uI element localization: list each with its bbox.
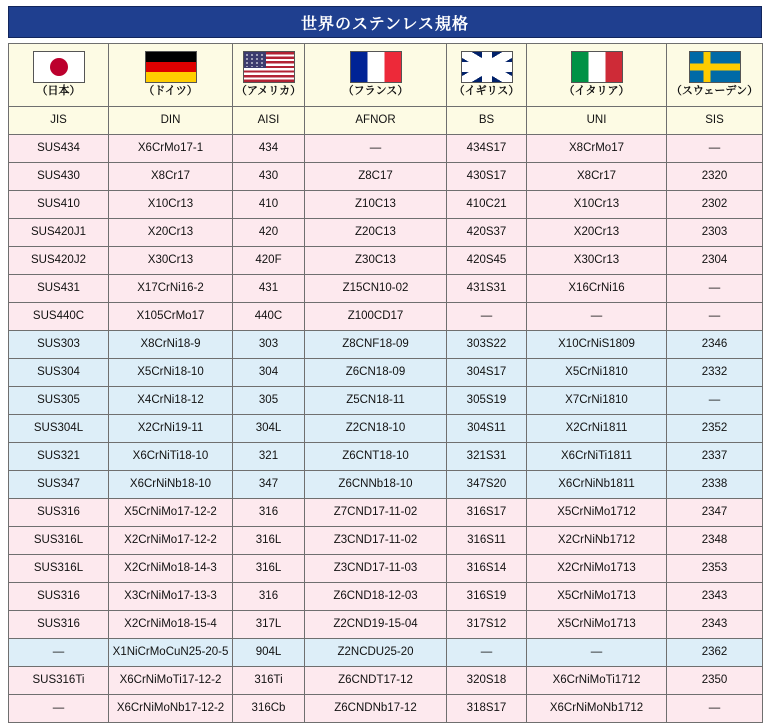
table-cell: 2347 (667, 499, 763, 527)
table-cell: — (447, 639, 527, 667)
table-cell: Z6CND18-12-03 (305, 583, 447, 611)
table-cell: X6CrNiNb1811 (527, 471, 667, 499)
table-cell: — (527, 303, 667, 331)
table-row (9, 583, 763, 611)
table-cell: X105CrMo17 (109, 303, 233, 331)
table-cell: 303 (233, 331, 305, 359)
table-cell: X2CrNiMo17-12-2 (109, 527, 233, 555)
table-row (9, 527, 763, 555)
table-cell: 316L (233, 527, 305, 555)
table-cell: 305 (233, 387, 305, 415)
table-cell: 420F (233, 247, 305, 275)
standard-name-sis: SIS (667, 107, 763, 135)
table-cell: 305S19 (447, 387, 527, 415)
table-cell: SUS305 (9, 387, 109, 415)
table-cell: 303S22 (447, 331, 527, 359)
table-cell: 304S17 (447, 359, 527, 387)
table-cell: — (667, 275, 763, 303)
table-cell: X17CrNi16-2 (109, 275, 233, 303)
table-cell: SUS434 (9, 135, 109, 163)
table-cell: 318S17 (447, 695, 527, 723)
table-row (9, 163, 763, 191)
table-head (9, 44, 763, 135)
table-cell: 321S31 (447, 443, 527, 471)
table-cell: 2362 (667, 639, 763, 667)
column-header-germany (109, 44, 233, 107)
table-cell: X5CrNiMo1713 (527, 611, 667, 639)
table-cell: Z5CN18-11 (305, 387, 447, 415)
table-cell: X16CrNi16 (527, 275, 667, 303)
table-cell: Z2NCDU25-20 (305, 639, 447, 667)
flag-header-row (9, 44, 763, 107)
table-cell: SUS316L (9, 527, 109, 555)
table-row (9, 135, 763, 163)
table-cell: 2338 (667, 471, 763, 499)
table-row (9, 331, 763, 359)
table-cell: X6CrNiTi18-10 (109, 443, 233, 471)
table-cell: 2343 (667, 611, 763, 639)
standards-table (8, 43, 763, 723)
table-cell: X8CrMo17 (527, 135, 667, 163)
table-cell: 316Cb (233, 695, 305, 723)
country-label-italy: （イタリア） (563, 85, 630, 98)
table-row (9, 219, 763, 247)
table-cell: SUS316 (9, 583, 109, 611)
table-cell: Z8C17 (305, 163, 447, 191)
country-label-uk: （イギリス） (453, 85, 520, 98)
table-cell: SUS420J2 (9, 247, 109, 275)
table-cell: Z6CN18-09 (305, 359, 447, 387)
country-label-sweden: （スウェーデン） (670, 85, 759, 98)
table-row (9, 611, 763, 639)
table-cell: X2CrNi19-11 (109, 415, 233, 443)
table-cell: 430S17 (447, 163, 527, 191)
table-row (9, 639, 763, 667)
page-title: 世界のステンレス規格 (8, 6, 762, 38)
table-cell: X8Cr17 (527, 163, 667, 191)
table-cell: X6CrNiTi1811 (527, 443, 667, 471)
table-cell: X10Cr13 (109, 191, 233, 219)
table-cell: X1NiCrMoCuN25-20-5 (109, 639, 233, 667)
table-cell: 304 (233, 359, 305, 387)
table-cell: SUS420J1 (9, 219, 109, 247)
table-cell: — (9, 695, 109, 723)
germany-flag-icon (145, 51, 197, 83)
table-cell: X20Cr13 (109, 219, 233, 247)
table-cell: 431 (233, 275, 305, 303)
table-cell: Z8CNF18-09 (305, 331, 447, 359)
table-cell: X8Cr17 (109, 163, 233, 191)
column-header-uk (447, 44, 527, 107)
country-label-usa: （アメリカ） (235, 85, 302, 98)
table-cell: 304S11 (447, 415, 527, 443)
column-header-japan (9, 44, 109, 107)
table-cell: 440C (233, 303, 305, 331)
table-row (9, 499, 763, 527)
table-cell: 420 (233, 219, 305, 247)
table-cell: 2353 (667, 555, 763, 583)
table-cell: — (447, 303, 527, 331)
table-cell: SUS316Ti (9, 667, 109, 695)
table-cell: SUS316 (9, 499, 109, 527)
table-cell: X6CrMo17-1 (109, 135, 233, 163)
table-row (9, 667, 763, 695)
france-flag-icon (350, 51, 402, 83)
table-cell: 316S17 (447, 499, 527, 527)
table-cell: Z15CN10-02 (305, 275, 447, 303)
table-cell: Z100CD17 (305, 303, 447, 331)
table-cell: SUS431 (9, 275, 109, 303)
table-cell: 316Ti (233, 667, 305, 695)
column-header-france (305, 44, 447, 107)
country-label-france: （フランス） (342, 85, 409, 98)
table-cell: X10Cr13 (527, 191, 667, 219)
table-cell: X5CrNiMo1712 (527, 499, 667, 527)
table-cell: 2332 (667, 359, 763, 387)
column-header-sweden (667, 44, 763, 107)
table-cell: SUS316 (9, 611, 109, 639)
table-cell: X30Cr13 (527, 247, 667, 275)
table-cell: Z2CN18-10 (305, 415, 447, 443)
table-cell: 431S31 (447, 275, 527, 303)
table-cell: X2CrNiMo1713 (527, 555, 667, 583)
table-cell: 2320 (667, 163, 763, 191)
table-row (9, 191, 763, 219)
table-cell: X5CrNiMo17-12-2 (109, 499, 233, 527)
country-label-japan: （日本） (36, 85, 81, 98)
table-cell: 317L (233, 611, 305, 639)
table-cell: 430 (233, 163, 305, 191)
standard-name-jis: JIS (9, 107, 109, 135)
table-row (9, 471, 763, 499)
table-cell: 317S12 (447, 611, 527, 639)
table-row (9, 275, 763, 303)
table-cell: X2CrNiMo18-15-4 (109, 611, 233, 639)
table-cell: Z10C13 (305, 191, 447, 219)
table-cell: 2346 (667, 331, 763, 359)
table-cell: 2303 (667, 219, 763, 247)
table-row (9, 303, 763, 331)
table-cell: X8CrNi18-9 (109, 331, 233, 359)
table-cell: X2CrNi1811 (527, 415, 667, 443)
sweden-flag-icon (689, 51, 741, 83)
standard-name-bs: BS (447, 107, 527, 135)
usa-flag-icon (243, 51, 295, 83)
table-cell: 304L (233, 415, 305, 443)
table-row (9, 695, 763, 723)
table-cell: 316S11 (447, 527, 527, 555)
table-cell: 420S45 (447, 247, 527, 275)
standard-name-aisi: AISI (233, 107, 305, 135)
table-cell: SUS430 (9, 163, 109, 191)
table-cell: 316 (233, 499, 305, 527)
table-cell: 316S14 (447, 555, 527, 583)
table-cell: — (305, 135, 447, 163)
table-row (9, 443, 763, 471)
table-cell: 410C21 (447, 191, 527, 219)
table-cell: 434 (233, 135, 305, 163)
table-cell: 316 (233, 583, 305, 611)
table-cell: Z7CND17-11-02 (305, 499, 447, 527)
uk-flag-icon (461, 51, 513, 83)
standard-name-din: DIN (109, 107, 233, 135)
table-cell: — (667, 695, 763, 723)
table-cell: Z3CND17-11-03 (305, 555, 447, 583)
table-cell: 347S20 (447, 471, 527, 499)
column-header-usa (233, 44, 305, 107)
table-cell: Z6CNDNb17-12 (305, 695, 447, 723)
table-cell: 410 (233, 191, 305, 219)
table-cell: Z20C13 (305, 219, 447, 247)
table-cell: Z3CND17-11-02 (305, 527, 447, 555)
table-cell: 316S19 (447, 583, 527, 611)
table-cell: SUS321 (9, 443, 109, 471)
table-cell: X5CrNiMo1713 (527, 583, 667, 611)
table-cell: X20Cr13 (527, 219, 667, 247)
table-cell: — (667, 135, 763, 163)
table-cell: 316L (233, 555, 305, 583)
table-cell: X6CrNiMoNb17-12-2 (109, 695, 233, 723)
table-cell: 320S18 (447, 667, 527, 695)
italy-flag-icon (571, 51, 623, 83)
table-cell: 2352 (667, 415, 763, 443)
table-cell: SUS440C (9, 303, 109, 331)
table-cell: X3CrNiMo17-13-3 (109, 583, 233, 611)
table-cell: X6CrNiMoTi1712 (527, 667, 667, 695)
table-cell: 2343 (667, 583, 763, 611)
table-cell: 321 (233, 443, 305, 471)
table-cell: X5CrNi18-10 (109, 359, 233, 387)
country-label-germany: （ドイツ） (143, 85, 198, 98)
table-cell: 2304 (667, 247, 763, 275)
table-cell: — (667, 303, 763, 331)
table-cell: Z2CND19-15-04 (305, 611, 447, 639)
table-cell: X30Cr13 (109, 247, 233, 275)
table-cell: 2348 (667, 527, 763, 555)
table-row (9, 247, 763, 275)
table-body (9, 135, 763, 723)
table-cell: X2CrNiNb1712 (527, 527, 667, 555)
japan-flag-icon (33, 51, 85, 83)
standard-name-afnor: AFNOR (305, 107, 447, 135)
table-row (9, 555, 763, 583)
table-row (9, 387, 763, 415)
table-cell: X6CrNiNb18-10 (109, 471, 233, 499)
table-cell: 2337 (667, 443, 763, 471)
table-cell: Z6CNDT17-12 (305, 667, 447, 695)
table-cell: SUS347 (9, 471, 109, 499)
table-cell: 434S17 (447, 135, 527, 163)
standard-name-uni: UNI (527, 107, 667, 135)
table-cell: X2CrNiMo18-14-3 (109, 555, 233, 583)
table-cell: SUS304 (9, 359, 109, 387)
table-cell: Z6CNT18-10 (305, 443, 447, 471)
table-cell: — (527, 639, 667, 667)
standard-name-row (9, 107, 763, 135)
table-cell: X4CrNi18-12 (109, 387, 233, 415)
column-header-italy (527, 44, 667, 107)
table-cell: 904L (233, 639, 305, 667)
table-cell: X6CrNiMoNb1712 (527, 695, 667, 723)
table-cell: Z30C13 (305, 247, 447, 275)
table-cell: SUS316L (9, 555, 109, 583)
table-cell: X6CrNiMoTi17-12-2 (109, 667, 233, 695)
table-cell: X5CrNi1810 (527, 359, 667, 387)
table-cell: — (667, 387, 763, 415)
table-cell: SUS303 (9, 331, 109, 359)
table-cell: — (9, 639, 109, 667)
table-cell: SUS410 (9, 191, 109, 219)
stainless-standards-page (0, 6, 770, 715)
table-cell: Z6CNNb18-10 (305, 471, 447, 499)
table-cell: 2302 (667, 191, 763, 219)
table-cell: 2350 (667, 667, 763, 695)
table-cell: 420S37 (447, 219, 527, 247)
table-row (9, 415, 763, 443)
table-row (9, 359, 763, 387)
table-cell: SUS304L (9, 415, 109, 443)
table-cell: 347 (233, 471, 305, 499)
table-cell: X7CrNi1810 (527, 387, 667, 415)
table-cell: X10CrNiS1809 (527, 331, 667, 359)
